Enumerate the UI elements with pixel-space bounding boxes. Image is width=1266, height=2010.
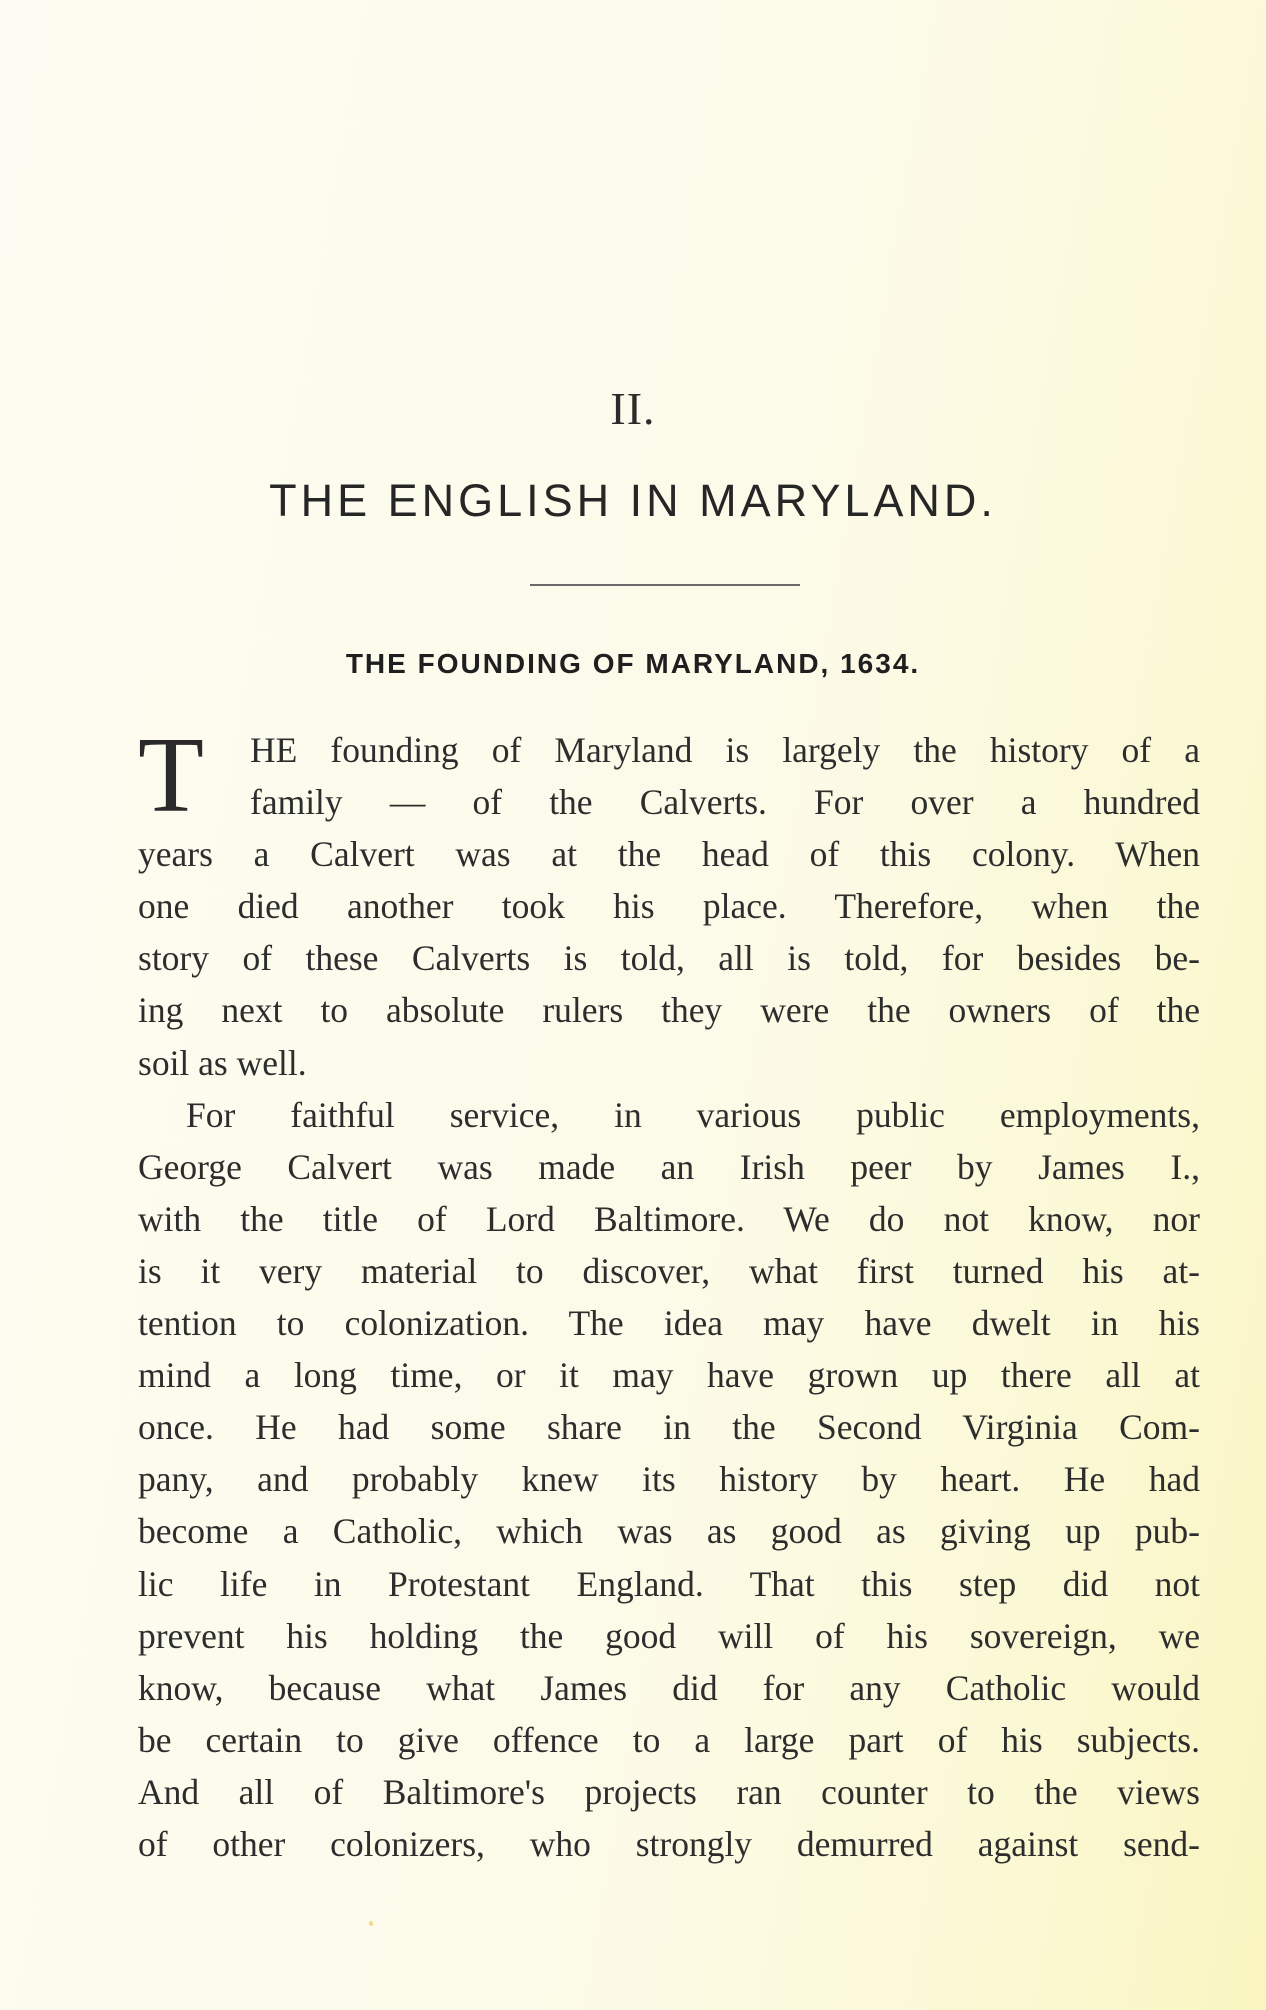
text-line: become a Catholic, which was as good as giving up pub- — [138, 1511, 1200, 1552]
text-line: HE founding of Maryland is largely the history of a — [250, 730, 1200, 770]
text-line: prevent his holding the good will of his sovereign, we — [138, 1615, 1200, 1656]
text-line: lic life in Protestant England. That this step did not — [138, 1563, 1200, 1604]
text-line: ing next to absolute rulers they were the owners of the — [138, 990, 1200, 1031]
text-line: is it very material to discover, what first turned his at- — [138, 1250, 1200, 1291]
text-line: For faithful service, in various public employments, — [186, 1094, 1200, 1135]
text-line: story of these Calverts is told, all is told, for besides be- — [138, 938, 1200, 979]
text-line: years a Calvert was at the head of this colony. When — [138, 834, 1200, 875]
text-line: family — of the Calverts. For over a hundred — [250, 782, 1200, 823]
paper-speck — [369, 1921, 373, 1926]
text-line: of other colonizers, who strongly demurred against send- — [138, 1823, 1200, 1864]
text-line: tention to colonization. The idea may have dwelt in his — [138, 1303, 1200, 1344]
text-line: be certain to give offence to a large part of his subjects. — [138, 1719, 1200, 1760]
chapter-title: THE ENGLISH IN MARYLAND. — [269, 475, 997, 526]
drop-cap: T — [138, 716, 204, 835]
text-line: mind a long time, or it may have grown up there all at — [138, 1355, 1200, 1396]
text-line: pany, and probably knew its history by heart. He had — [138, 1459, 1200, 1500]
text-line: one died another took his place. Therefore, when the — [138, 886, 1200, 927]
text-line: know, because what James did for any Catholic would — [138, 1667, 1200, 1708]
text-line: with the title of Lord Baltimore. We do not know, nor — [138, 1198, 1200, 1239]
text-line: soil as well. — [138, 1042, 307, 1083]
body-text — [138, 716, 1200, 1870]
text-line: once. He had some share in the Second Virginia Com- — [138, 1407, 1200, 1448]
section-title: THE FOUNDING OF MARYLAND, 1634. — [345, 648, 921, 679]
text-line: And all of Baltimore's projects ran counter to the views — [138, 1771, 1200, 1812]
title-divider — [530, 584, 800, 586]
text-line: George Calvert was made an Irish peer by James I., — [138, 1146, 1200, 1187]
chapter-number: II. — [610, 383, 656, 434]
